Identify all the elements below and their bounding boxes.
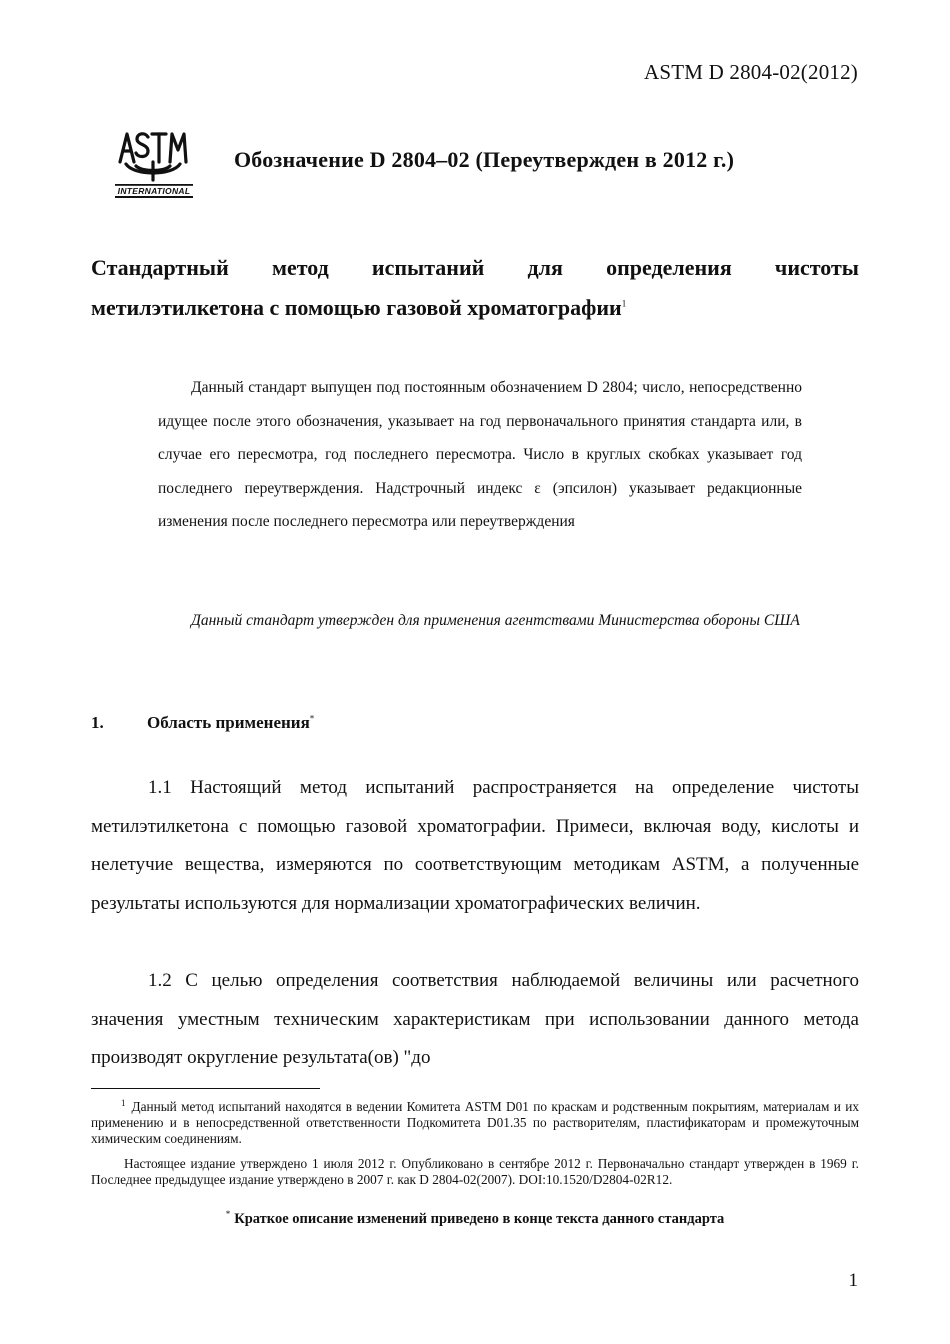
footnote-separator <box>91 1088 320 1089</box>
footnote-edition: Настоящее издание утверждено 1 июля 2012 г. Опубликовано в сентябре 2012 г. Первоначально стандарт утвержден в 1969 г. Последнее предыдущее издание утверждено в 2007 г. как D 2804-02(2007). DOI:10.1520/D2804-02R12. <box>91 1156 859 1188</box>
title-footnote-ref: 1 <box>621 298 627 309</box>
footnote-1-mark: 1 <box>121 1097 126 1108</box>
designation-notice: Данный стандарт выпущен под постоянным обозначением D 2804; число, непосредственно идущее после этого обозначения, указывает на год первоначального принятия стандарта или, в случае его пересмотра, год последнего пересмотра. Число в круглых скобках указывает год последнего переутверждения. Надстрочный индекс ε (эпсилон) указывает редакционные изменения после последнего пересмотра или переутверждения <box>158 379 802 530</box>
section-title: Область применения <box>147 713 310 732</box>
astm-logo-icon <box>112 128 196 200</box>
section-heading-mark: * <box>309 713 315 724</box>
section-number: 1. <box>91 713 104 732</box>
dod-approval-notice: Данный стандарт утвержден для применения агентствами Министерства обороны США <box>191 612 800 629</box>
title-line-2-text: метилэтилкетона с помощью газовой хроматографии <box>91 295 622 320</box>
section-heading-scope <box>91 713 314 733</box>
document-designation: Обозначение D 2804–02 (Переутвержден в 2012 г.) <box>234 147 735 172</box>
title-line-1: Стандартный метод испытаний для определения чистоты <box>91 255 859 280</box>
changes-summary-note <box>91 1211 859 1228</box>
footnote-1 <box>91 1099 859 1148</box>
page-number: 1 <box>848 1270 858 1291</box>
document-title <box>91 248 859 328</box>
paragraph-1-1: 1.1 Настоящий метод испытаний распространяется на определение чистоты метилэтилкетона с помощью газовой хроматографии. Примеси, включая воду, кислоты и нелетучие вещества, измеряются по соответствующим методикам ASTM, а полученные результаты используются для нормализации хроматографических величин. <box>91 777 859 915</box>
document-code: ASTM D 2804-02(2012) <box>644 60 858 84</box>
logo-caption: INTERNATIONAL <box>117 186 191 196</box>
changes-note-text: Краткое описание изменений приведено в конце текста данного стандарта <box>234 1211 725 1227</box>
logo-rule-bottom <box>115 196 193 198</box>
changes-note-mark: * <box>225 1209 231 1220</box>
title-line-2 <box>91 288 859 328</box>
footnote-1-text: Данный метод испытаний находятся в ведении Комитета ASTM D01 по краскам и родственным покрытиям, материалам и их применению и в непосредственной ответственности Подкомитета D01.35 по растворителям, пластификаторам и промежуточным химическим соединениям. <box>91 1099 859 1147</box>
paragraph-1-2: 1.2 С целью определения соответствия наблюдаемой величины или расчетного значения уместным техническим характеристикам при использовании данного метода производят округление результата(ов) "до <box>91 970 859 1069</box>
